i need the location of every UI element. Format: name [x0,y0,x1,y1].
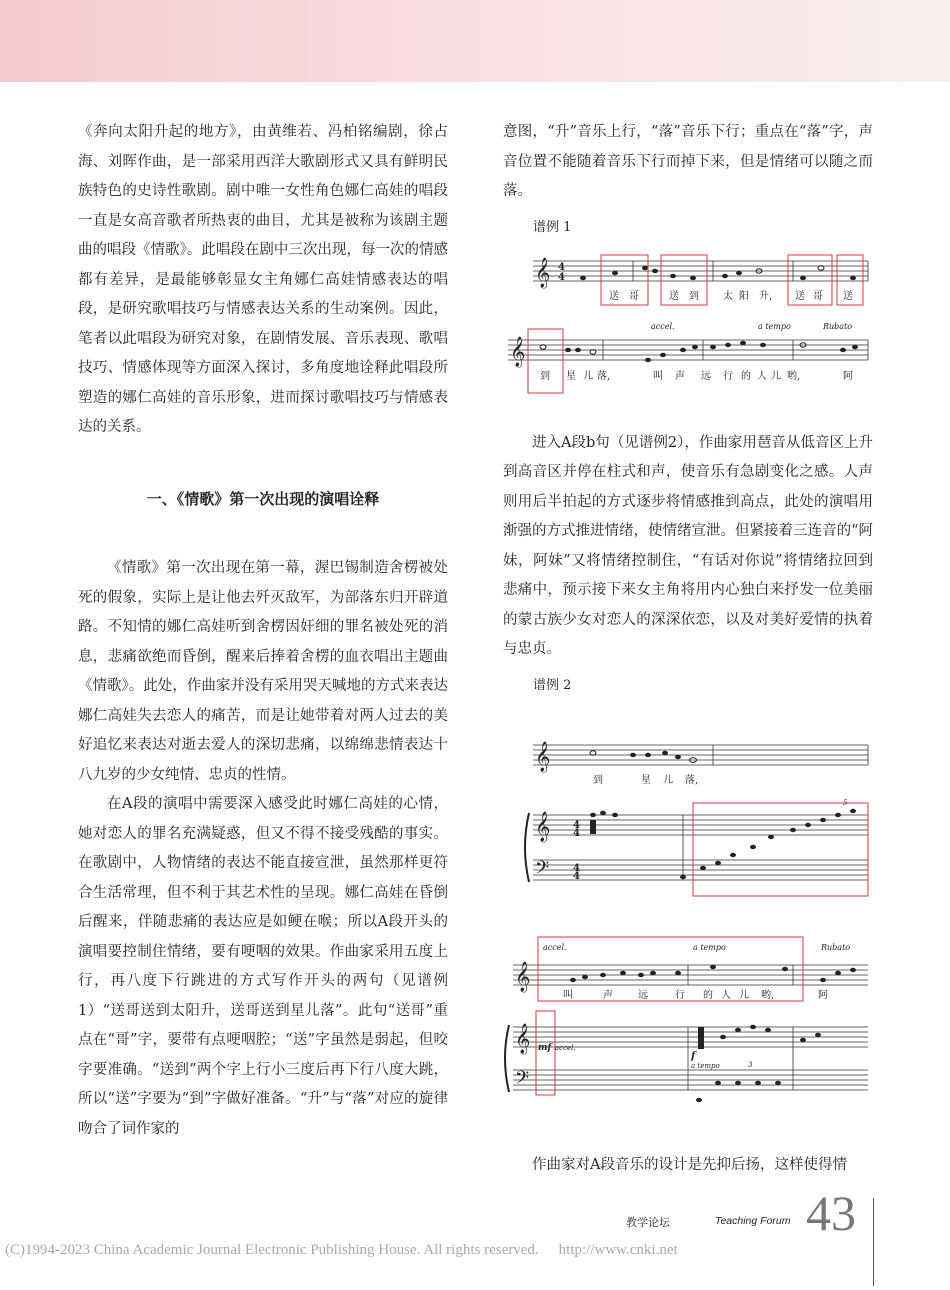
lyric-syllable: 哟, [761,989,775,1001]
lyric-syllable: 阿 [843,370,853,382]
lyric-syllable: 落, [597,370,611,382]
lyrics-row [609,289,853,302]
copyright-text: (C)1994-2023 China Academic Journal Electronic Publishing House. All rights reserved. [5,1242,539,1258]
lyrics-row [540,369,853,382]
copyright-line [5,1242,678,1259]
treble-clef-icon: 𝄞 [515,961,531,992]
notes [540,265,858,361]
lyric-syllable: 到 [593,774,603,786]
treble-clef-icon: 𝄞 [535,811,551,842]
lyric-syllable: 送 [609,290,619,302]
score-example-1 [503,247,873,407]
treble-clef-icon: 𝄞 [535,741,551,772]
time-signature: 4 [573,862,580,874]
score-example-2 [503,705,873,1125]
lyrics-row [563,988,828,1001]
body-paragraph: 在A段的演唱中需要深入感受此时娜仁高娃的心情，她对恋人的罪名充满疑惑，但又不得不接受残酷的事实。在歌剧中，人物情绪的表达不能直接宣泄，虽然那样更符合生活常理，但不利于其艺术性的呈现。娜仁高娃在昏倒后醒来，伴随悲痛的表达应是如鲠在喉；所以A段开头的演唱要控制住情绪，要有哽咽的效果。作曲家采用五度上行，再八度下行跳进的方式写作开头的两句（见谱例1）“送哥送到太阳升，送哥送到星儿落”。此句“送哥”重点在“哥”字，要带有点哽咽腔；“送”字虽然是弱起，但咬字要准确。“送到”两个字上行小三度后再下行八度大跳，所以“送”字要为“到”字做好准备。“升”与“落”对应的旋律吻合了词作家的 [78,796,448,1137]
lyric-syllable: 声 [675,370,685,382]
right-column [503,118,873,1180]
lyric-syllable: 送 [669,290,679,302]
staff-lines [513,745,868,1090]
lyric-syllable: 到 [540,370,550,382]
lyric-syllable: 声 [603,989,613,1001]
accel-mark-piano: accel. [555,1043,576,1052]
lyric-syllable: 落, [685,774,699,786]
body-paragraph: 作曲家对A段音乐的设计是先抑后扬，这样使得情 [532,1156,847,1173]
treble-clef-icon: 𝄞 [535,257,551,288]
lyric-syllable: 的 [741,370,751,382]
body-paragraph: 意图，“升”音乐上行，“落”音乐下行；重点在“落”字，声音位置不能随着音乐下行而掉下来，但是情绪可以随之而落。 [503,124,873,199]
example-1-caption: 谱例 1 [533,219,572,235]
lyric-syllable: 星 [566,370,576,382]
dynamic-mf: mf [538,1042,552,1053]
time-signature: 4 [558,261,565,273]
column-name-en: Teaching Forum [715,1215,791,1227]
lyric-syllable: 升, [759,290,773,302]
time-signature: 4 [573,827,580,839]
lyric-syllable: 人 [721,989,731,1001]
quintuplet-mark: 5 [843,798,848,807]
lyric-syllable: 哥 [629,290,639,302]
treble-clef-icon: 𝄞 [515,1023,531,1054]
brace [505,1025,509,1092]
lyrics-row [593,773,698,786]
time-signature: 4 [573,870,580,882]
lyric-syllable: 阿 [818,989,828,1001]
lyric-syllable: 远 [638,989,648,1001]
lyric-syllable: 哥 [813,290,823,302]
example-2-caption: 谱例 2 [533,677,572,693]
body-paragraph: 《情歌》第一次出现在第一幕，渥巴锡制造舍楞被处死的假象，实际上是让他去歼灭敌军，为部落东归开辟道路。不知情的娜仁高娃听到舍楞因奸细的罪名被处死的消息，悲痛欲绝而昏倒，醒来后捧着舍楞的血衣唱出主题曲《情歌》。此处，作曲家并没有采用哭天喊地的方式来表达娜仁高娃失去恋人的痛苦，而是让她带着对两人过去的美好追忆来表达对逝去爱人的深切悲痛，以绵绵悲情表达十八九岁的少女纯情、忠贞的性情。 [78,560,448,783]
lyric-syllable: 到 [689,290,699,302]
lyric-syllable: 行 [723,370,733,382]
triplet-mark: 3 [748,1060,753,1069]
lyric-syllable: 的 [703,989,713,1001]
treble-clef-icon: 𝄞 [510,336,526,367]
lyric-syllable: 送 [843,290,853,302]
lyric-syllable: 儿 [771,370,781,382]
rubato-mark: Rubato [823,321,853,331]
lyric-syllable: 儿 [739,989,749,1001]
lyric-syllable: 哟, [787,370,801,382]
body-paragraph: 进入A段b句（见谱例2），作曲家用琶音从低音区上升到高音区并停在柱式和声，使音乐有急剧变化之感。人声则用后半拍起的方式逐步将情感推到高点，此处的演唱用渐强的方式推进情绪，使情绪宣泄。但紧接着三连音的“阿妹，阿妹”又将情绪控制住，“有话对你说”将情绪拉回到悲痛中，预示接下来女主角将用内心独白来抒发一位美丽的蒙古族少女对恋人的深深依恋，以及对美好爱情的执着与忠贞。 [503,434,873,657]
header-band [0,0,950,82]
column-name-cn: 教学论坛 [626,1216,670,1229]
lyric-syllable: 行 [675,989,685,1001]
time-signature: 4 [573,819,580,831]
notes [570,750,856,1101]
lyric-syllable: 叫 [653,370,663,382]
left-column [78,118,448,1144]
lyric-syllable: 送 [795,290,805,302]
lyric-syllable: 远 [701,370,711,382]
a-tempo-mark: a tempo [693,942,726,952]
lyric-syllable: 太 [723,290,733,302]
rubato-mark: Rubato [821,942,851,952]
a-tempo-mark: a tempo [758,321,791,331]
page-number: 43 [806,1185,856,1241]
lyric-syllable: 儿 [583,370,593,382]
lyric-syllable: 儿 [663,774,673,786]
lyric-syllable: 阳 [739,290,749,302]
a-tempo-mark-piano: a tempo [691,1061,720,1070]
cnki-url[interactable]: http://www.cnki.net [558,1242,678,1258]
lyric-syllable: 叫 [563,989,573,1001]
section-heading: 一、《情歌》第一次出现的演唱诠释 [146,489,380,508]
time-signature: 4 [558,271,565,283]
dynamic-f: f [691,1050,696,1062]
lyric-syllable: 星 [641,774,651,786]
lyric-syllable: 人 [757,370,767,382]
brace [525,813,529,882]
accel-mark: accel. [543,942,567,952]
page-divider [873,1198,874,1286]
bass-clef-icon: 𝄢 [535,857,550,883]
accel-mark: accel. [651,321,675,331]
intro-paragraph: 《奔向太阳升起的地方》，由黄维若、冯柏铭编剧，徐占海、刘晖作曲，是一部采用西洋大歌剧形式又具有鲜明民族特色的史诗性歌剧。剧中唯一女性角色娜仁高娃的唱段一直是女高音歌者所热衷的曲目，尤其是被称为该剧主题曲的唱段《情歌》。此唱段在剧中三次出现，每一次的情感都有差异，是最能够彰显女主角娜仁高娃情感表达的唱段，是研究歌唱技巧与情感表达关系的生动案例。因此，笔者以此唱段为研究对象，在剧情发展、音乐表现、歌唱技巧、情感体现等方面深入探讨，多角度地诠释此唱段所塑造的娜仁高娃的音乐形象，进而探讨歌唱技巧与情感表达的关系。 [78,124,448,435]
bass-clef-icon: 𝄢 [515,1067,530,1093]
